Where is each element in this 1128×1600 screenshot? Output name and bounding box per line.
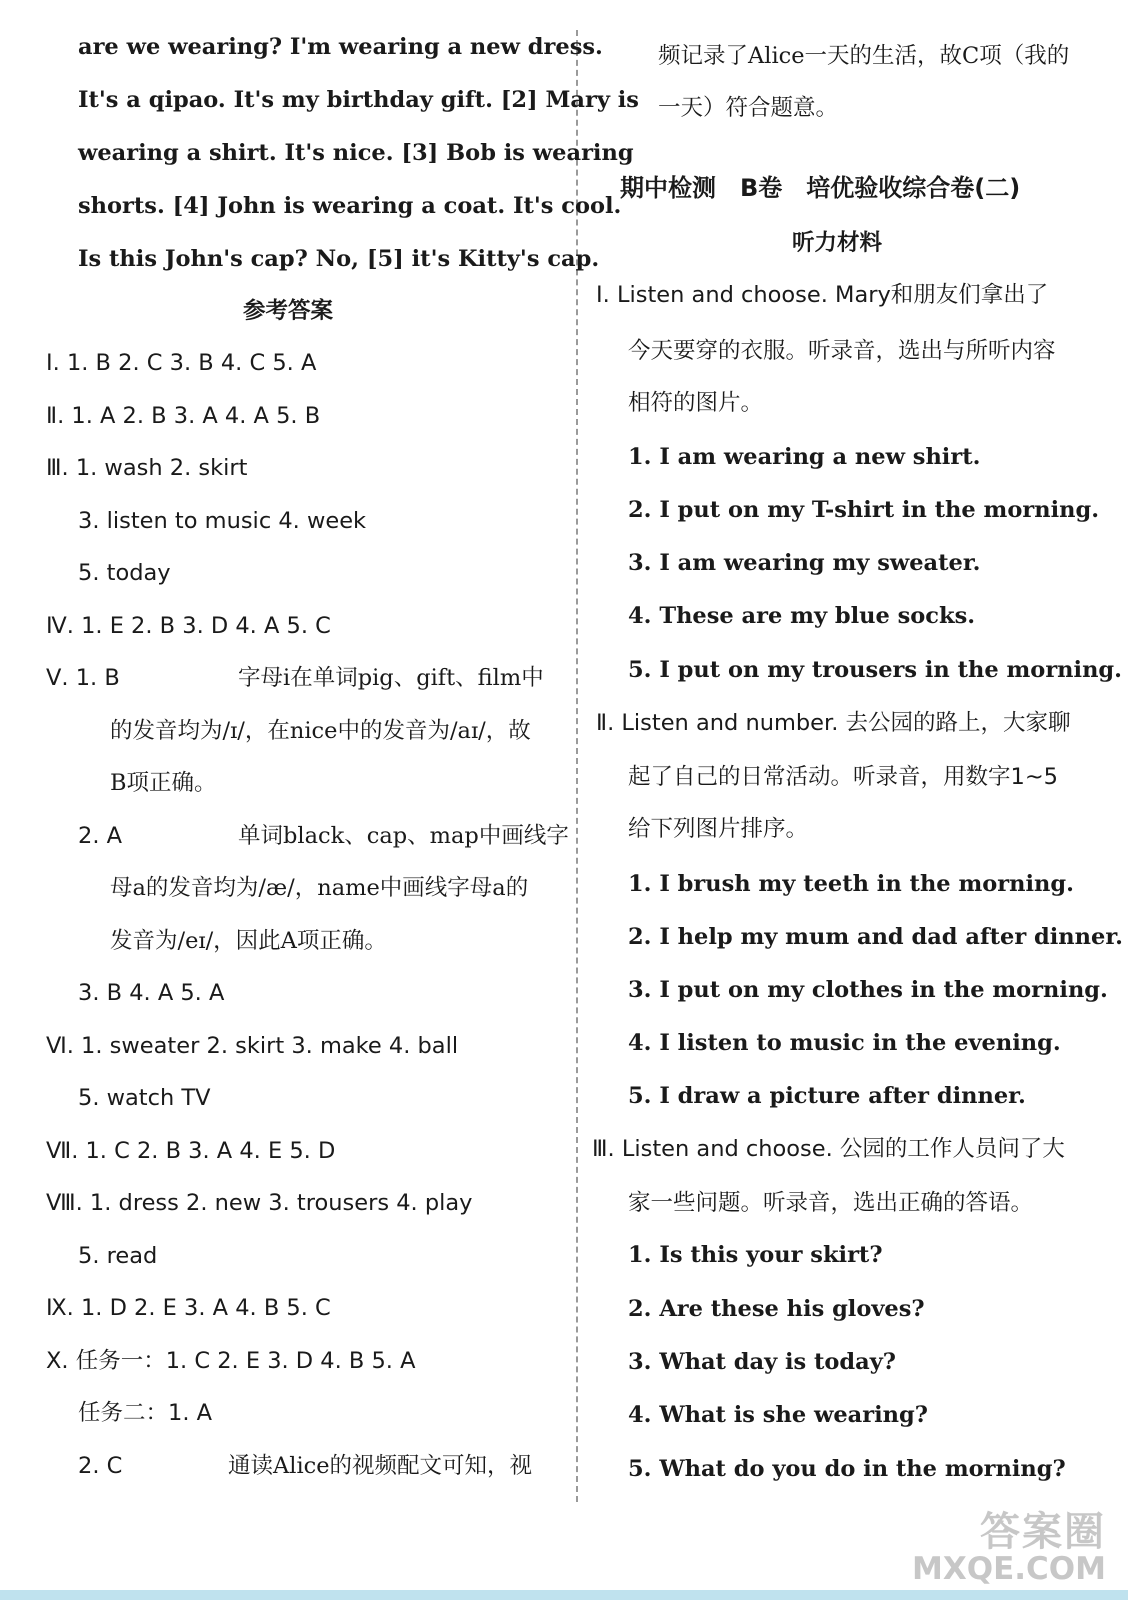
answer-line: Ⅵ. 1. sweater 2. skirt 3. make 4. ball bbox=[46, 1033, 459, 1059]
script-line: 4. What is she wearing? bbox=[628, 1402, 928, 1428]
script-line: 2. Are these his gloves? bbox=[628, 1296, 925, 1322]
script-line: 4. I listen to music in the evening. bbox=[628, 1030, 1061, 1056]
explanation-line: 发音为/eɪ/，因此A项正确。 bbox=[110, 928, 387, 954]
script-line: 5. I draw a picture after dinner. bbox=[628, 1083, 1026, 1109]
explanation-line: 的发音均为/ɪ/，在nice中的发音为/aɪ/，故 bbox=[110, 718, 531, 744]
script-line: 1. I brush my teeth in the morning. bbox=[628, 871, 1074, 897]
script-line: 5. I put on my trousers in the morning. bbox=[628, 657, 1123, 683]
answer-line: Ⅹ. 任务一：1. C 2. E 3. D 4. B 5. A bbox=[46, 1348, 416, 1374]
explanation-line: B项正确。 bbox=[110, 770, 217, 796]
answer-line: Ⅸ. 1. D 2. E 3. A 4. B 5. C bbox=[46, 1295, 331, 1321]
watermark-en: MXQE.COM bbox=[911, 1551, 1106, 1588]
passage-line: Is this John's cap? No, [5] it's Kitty's cap. bbox=[78, 246, 600, 272]
answer-line: Ⅳ. 1. E 2. B 3. D 4. A 5. C bbox=[46, 613, 331, 639]
answer-line: 5. watch TV bbox=[78, 1085, 211, 1111]
script-line: 5. What do you do in the morning? bbox=[628, 1456, 1066, 1482]
answer-line: 5. read bbox=[78, 1243, 158, 1269]
script-line: 1. I am wearing a new shirt. bbox=[628, 444, 981, 470]
answer-line: Ⅷ. 1. dress 2. new 3. trousers 4. play bbox=[46, 1190, 473, 1216]
task-instruction: Ⅲ. Listen and choose. 公园的工作人员问了大 bbox=[592, 1136, 1065, 1162]
script-line: 4. These are my blue socks. bbox=[628, 603, 976, 629]
answer-line: 5. today bbox=[78, 560, 171, 586]
section-title: 期中检测 B卷 培优验收综合卷(二) bbox=[620, 174, 1021, 202]
script-line: 3. I am wearing my sweater. bbox=[628, 550, 981, 576]
answer-line: Ⅲ. 1. wash 2. skirt bbox=[46, 455, 248, 481]
answer-line: 任务二：1. A bbox=[78, 1400, 213, 1426]
passage-line: are we wearing? I'm wearing a new dress. bbox=[78, 34, 603, 60]
bottom-bar bbox=[0, 1590, 1128, 1600]
script-line: 2. I put on my T-shirt in the morning. bbox=[628, 497, 1100, 523]
answers-heading: 参考答案 bbox=[243, 298, 334, 324]
task-instruction: 相符的图片。 bbox=[628, 390, 764, 416]
script-line: 2. I help my mum and dad after dinner. bbox=[628, 924, 1123, 950]
explanation-line: 单词black、cap、map中画线字 bbox=[238, 823, 569, 849]
answer-line: Ⅱ. 1. A 2. B 3. A 4. A 5. B bbox=[46, 403, 321, 429]
passage-line: It's a qipao. It's my birthday gift. [2] Mary is bbox=[78, 87, 639, 113]
watermark-cn: 答案圈 bbox=[980, 1509, 1106, 1556]
passage-line: shorts. [4] John is wearing a coat. It's cool. bbox=[78, 193, 622, 219]
explanation-line: 一天）符合题意。 bbox=[658, 95, 839, 121]
answer-line: Ⅴ. 1. B bbox=[46, 665, 120, 691]
section-subtitle: 听力材料 bbox=[792, 230, 883, 256]
task-instruction: 起了自己的日常活动。听录音，用数字1~5 bbox=[628, 764, 1058, 790]
explanation-line: 字母i在单词pig、gift、film中 bbox=[238, 665, 544, 691]
explanation-line: 母a的发音均为/æ/，name中画线字母a的 bbox=[110, 875, 529, 901]
task-instruction: Ⅰ. Listen and choose. Mary和朋友们拿出了 bbox=[596, 282, 1049, 308]
answer-line: Ⅶ. 1. C 2. B 3. A 4. E 5. D bbox=[46, 1138, 336, 1164]
task-instruction: 家一些问题。听录音，选出正确的答语。 bbox=[628, 1190, 1034, 1216]
explanation-line: 频记录了Alice一天的生活，故C项（我的 bbox=[658, 43, 1070, 69]
answer-line: 2. A bbox=[78, 823, 123, 849]
answer-line: Ⅰ. 1. B 2. C 3. B 4. C 5. A bbox=[46, 350, 317, 376]
answer-line: 3. listen to music 4. week bbox=[78, 508, 367, 534]
passage-line: wearing a shirt. It's nice. [3] Bob is wearing bbox=[78, 140, 634, 166]
task-instruction: Ⅱ. Listen and number. 去公园的路上，大家聊 bbox=[596, 710, 1071, 736]
script-line: 3. I put on my clothes in the morning. bbox=[628, 977, 1108, 1003]
watermark-logo bbox=[912, 1511, 1106, 1586]
script-line: 1. Is this your skirt? bbox=[628, 1242, 883, 1268]
script-line: 3. What day is today? bbox=[628, 1349, 896, 1375]
answer-line: 3. B 4. A 5. A bbox=[78, 980, 225, 1006]
answer-line: 2. C bbox=[78, 1453, 123, 1479]
explanation-line: 通读Alice的视频配文可知，视 bbox=[228, 1453, 533, 1479]
task-instruction: 给下列图片排序。 bbox=[628, 816, 809, 842]
task-instruction: 今天要穿的衣服。听录音，选出与所听内容 bbox=[628, 338, 1056, 364]
